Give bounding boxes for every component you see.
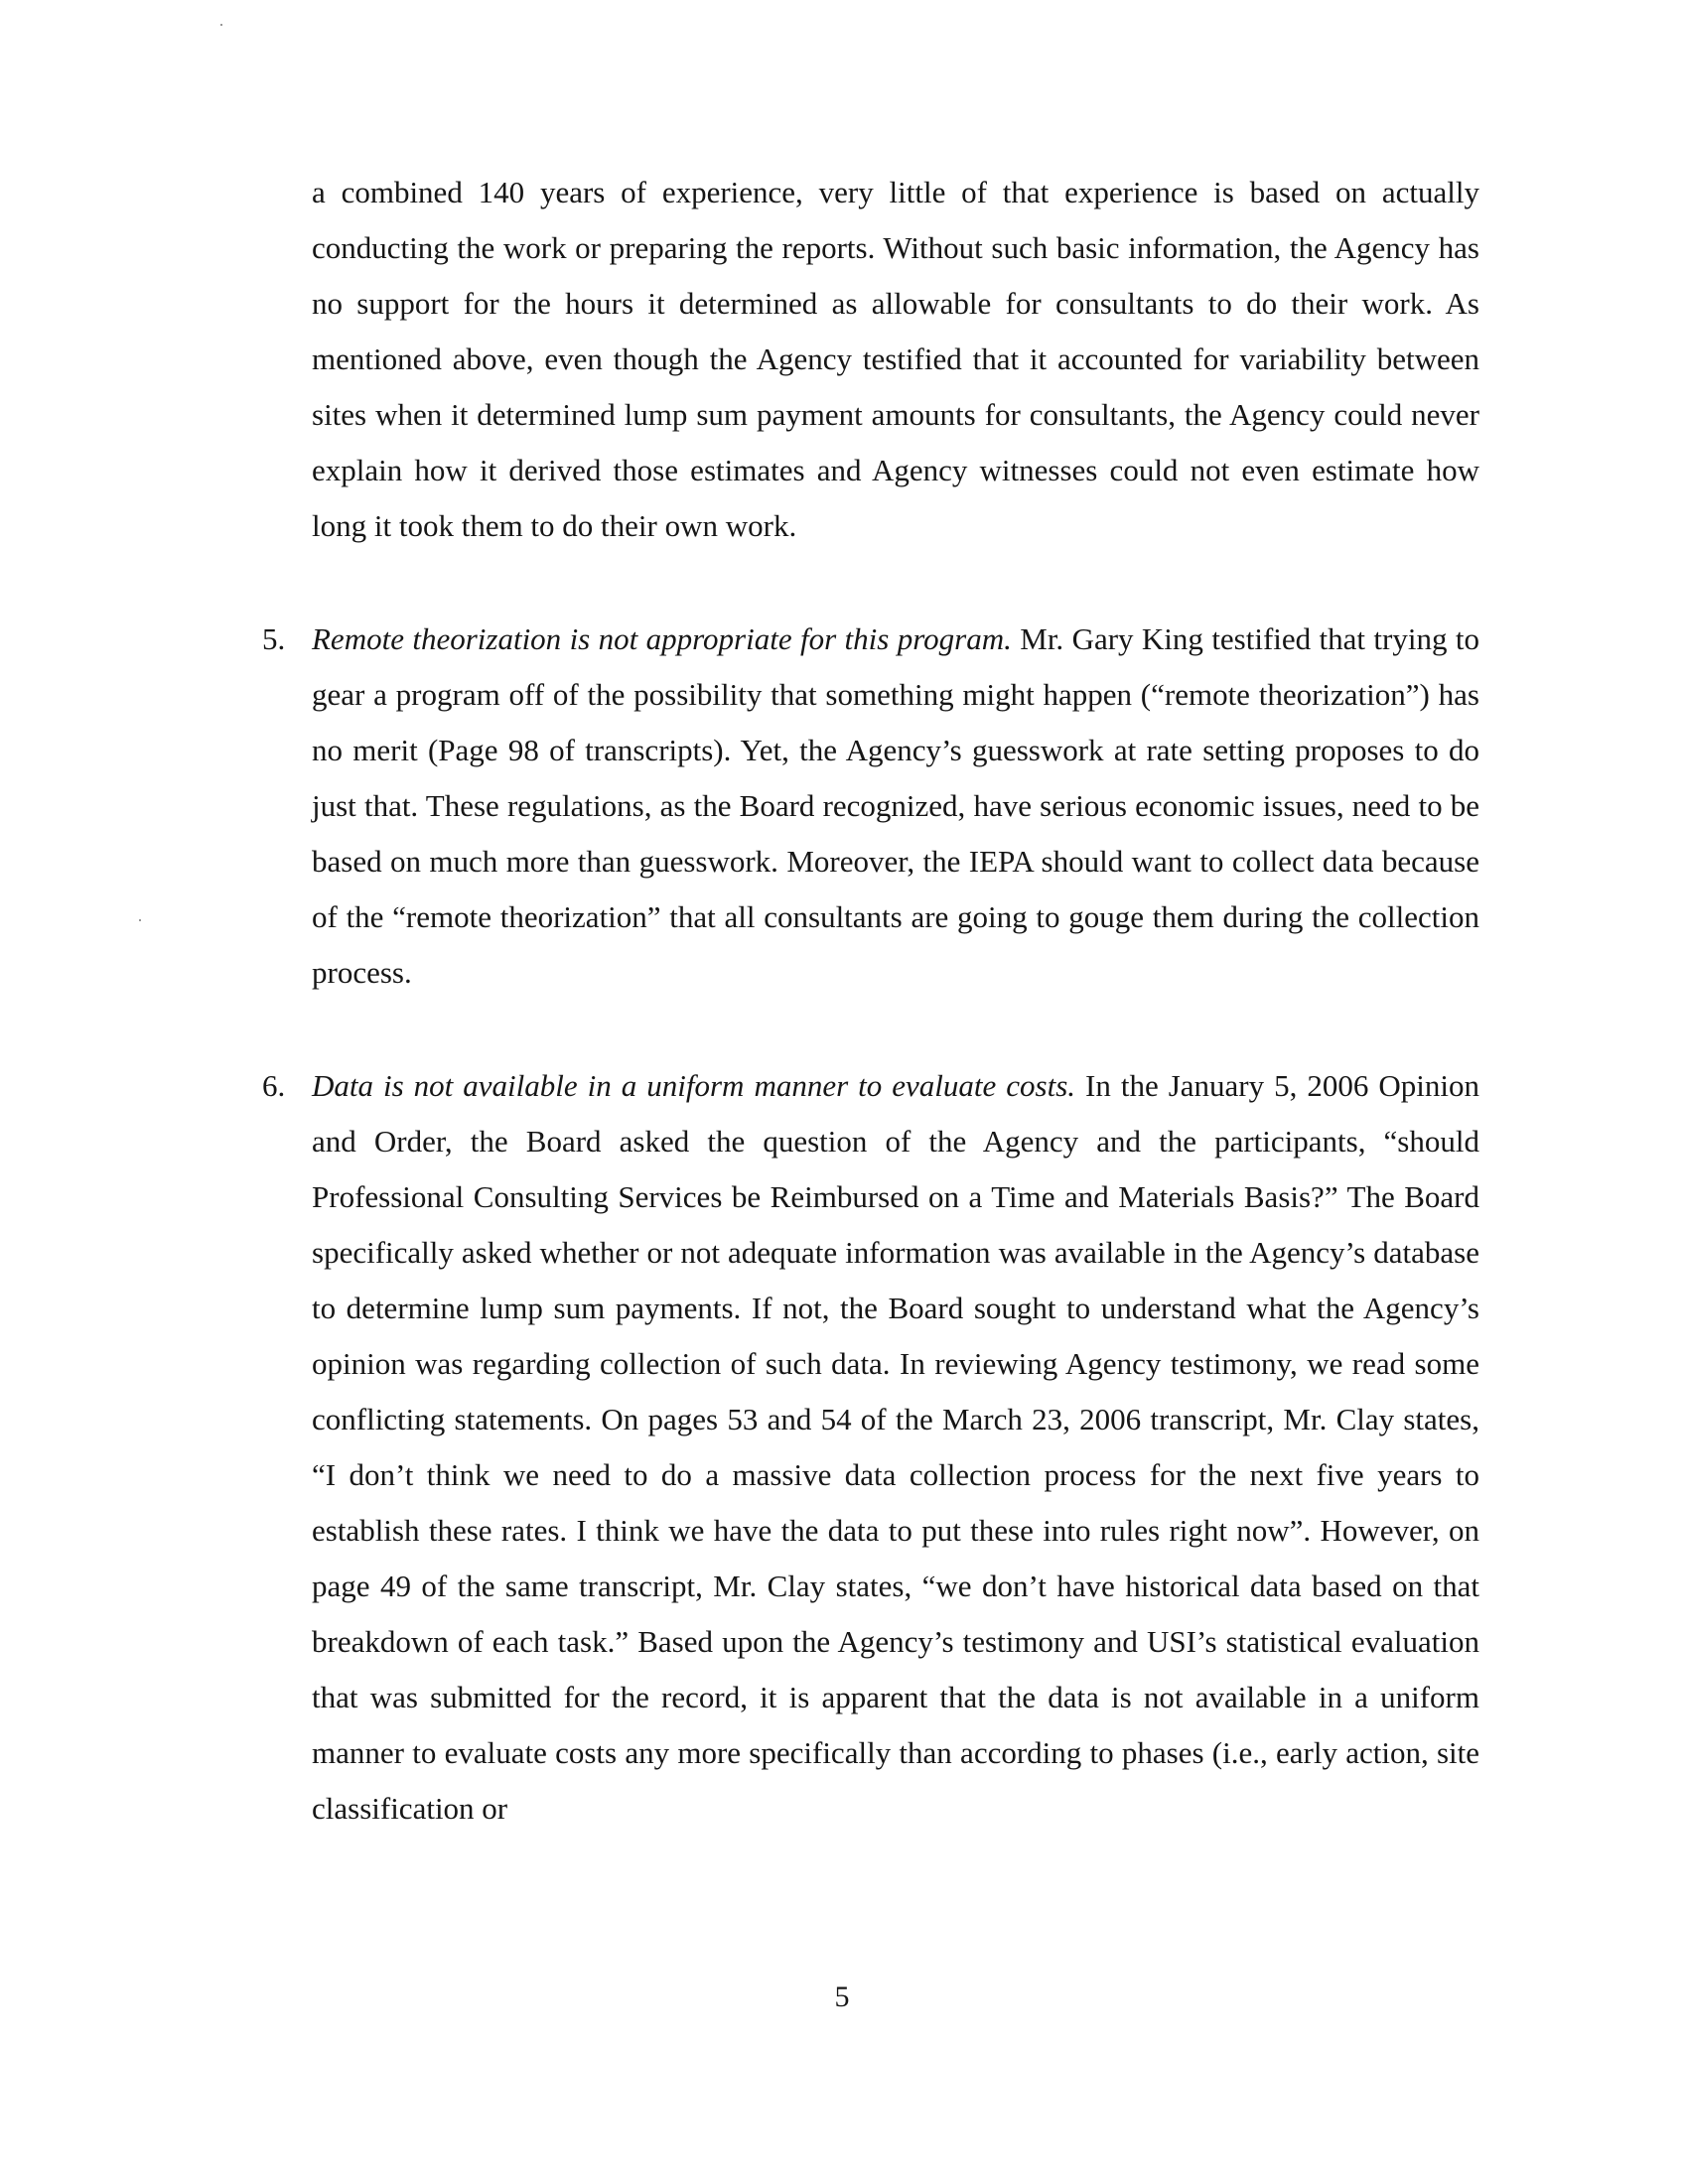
page-number: 5	[834, 1980, 850, 2013]
scan-speck	[139, 919, 141, 921]
item-number: 6.	[262, 1068, 286, 1103]
item-lead-heading: Remote theorization is not appropriate for this program.	[312, 621, 1012, 656]
continuation-paragraph: a combined 140 years of experience, very little of that experience is based on actually conducting the work or preparing the reports. Without such basic information, the Agency has no support for the hours it determined as allowable for consultants to do their work. As mentioned above, even though the Agency testified that it accounted for variability between sites when it determined lump sum payment amounts for consultants, the Agency could never explain how it derived those estimates and Agency witnesses could not even estimate how long it took them to do their own work.	[312, 175, 1479, 543]
item-body: In the January 5, 2006 Opinion and Order, the Board asked the question of the Agency and the participants, “should Professional Consulting Services be Reimbursed on a Time and Materials Basis?” The Board specifically asked whether or not adequate information was available in the Agency’s database to determine lump sum payments. If not, the Board sought to understand what the Agency’s opinion was regarding collection of such data. In reviewing Agency testimony, we read some conflicting statements. On pages 53 and 54 of the March 23, 2006 transcript, Mr. Clay states, “I don’t think we need to do a massive data collection process for the next five years to establish these rates. I think we have the data to put these into rules right now”. However, on page 49 of the same transcript, Mr. Clay states, “we don’t have historical data based on that breakdown of each task.” Based upon the Agency’s testimony and USI’s statistical evaluation that was submitted for the record, it is apparent that the data is not available in a uniform manner to evaluate costs any more specifically than according to phases (i.e., early action, site classification or	[312, 1068, 1480, 1826]
numbered-item-6	[262, 1058, 1480, 1837]
item-lead-heading: Data is not available in a uniform manner to evaluate costs.	[312, 1068, 1076, 1103]
item-body: Mr. Gary King testified that trying to gear a program off of the possibility that something might happen (“remote theorization”) has no merit (Page 98 of transcripts). Yet, the Agency’s guesswork at rate setting proposes to do just that. These regulations, as the Board recognized, have serious economic issues, need to be based on much more than guesswork. Moreover, the IEPA should want to collect data because of the “remote theorization” that all consultants are going to gouge them during the collection process.	[312, 621, 1479, 990]
numbered-item-5	[262, 612, 1479, 1001]
item-number: 5.	[262, 621, 286, 656]
scan-speck	[220, 24, 222, 26]
